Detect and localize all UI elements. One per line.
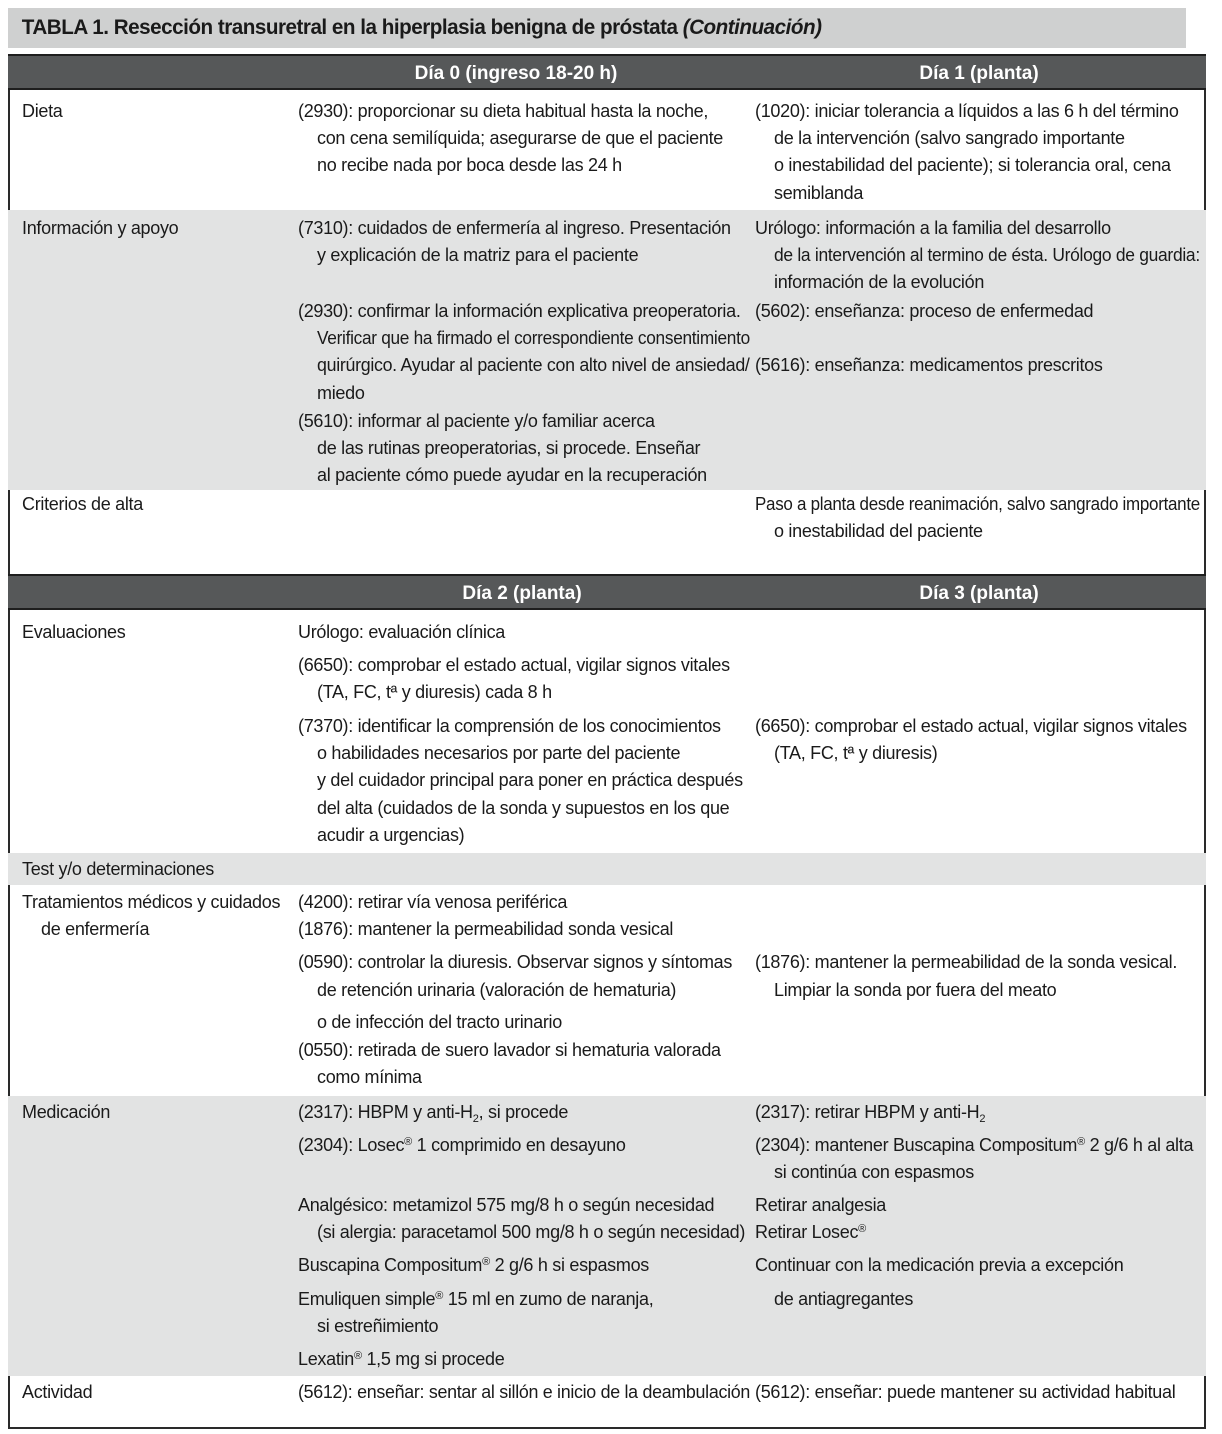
cell-line: no recibe nada por boca desde las 24 h — [317, 155, 622, 175]
cell-line: (5602): enseñanza: proceso de enfermedad — [755, 301, 1094, 321]
cell-line: Urólogo: información a la familia del desarrollo — [755, 218, 1111, 238]
cell-line — [298, 1286, 653, 1314]
text-part: Lexatin — [298, 1349, 354, 1369]
cell-line: de la intervención al termino de ésta. Urólogo de guardia: — [774, 245, 1200, 265]
cell-line: (5612): enseñar: puede mantener su actividad habitual — [755, 1382, 1176, 1402]
text-part: , si procede — [478, 1102, 569, 1122]
cell-line: acudir a urgencias) — [317, 825, 465, 845]
text-part: Buscapina Compositum — [298, 1255, 483, 1275]
cell-line: (1876): mantener la permeabilidad de la sonda vesical. — [755, 952, 1178, 972]
cell-line: (4200): retirar vía venosa periférica — [298, 892, 568, 912]
cell-line: Urólogo: evaluación clínica — [298, 622, 506, 642]
cell-line — [298, 1099, 568, 1127]
cell-line — [298, 1346, 504, 1374]
cell-line: Continuar con la medicación previa a excepción — [755, 1255, 1124, 1275]
cell-line — [755, 1219, 866, 1247]
cell-line: (5612): enseñar: sentar al sillón e inicio de la deambulación — [298, 1382, 750, 1402]
cell-line: semiblanda — [774, 183, 864, 203]
text-part: (2304): mantener Buscapina Compositum — [755, 1135, 1078, 1155]
cell-line: de las rutinas preoperatorias, si procede. Enseñar — [317, 438, 701, 458]
row-label: Información y apoyo — [22, 218, 179, 238]
registered-mark: ® — [482, 1256, 490, 1268]
row-label: Dieta — [22, 101, 63, 121]
table-title-main: TABLA 1. Resección transuretral en la hiperplasia benigna de próstata — [21, 16, 678, 39]
text-part: 2 g/6 h si espasmos — [489, 1255, 649, 1275]
cell-line: Limpiar la sonda por fuera del meato — [774, 980, 1057, 1000]
subscript: 2 — [472, 1113, 479, 1125]
cell-line: como mínima — [317, 1067, 422, 1087]
cell-line: (7310): cuidados de enfermería al ingreso. Presentación — [298, 218, 731, 238]
cell-line: Analgésico: metamizol 575 mg/8 h o según necesidad — [298, 1195, 715, 1215]
cell-line: miedo — [317, 383, 365, 403]
cell-line: (7370): identificar la comprensión de los conocimientos — [298, 716, 721, 736]
cell-line — [755, 1132, 1193, 1160]
table-title — [8, 8, 1186, 48]
cell-line: de la intervención (salvo sangrado importante — [774, 128, 1125, 148]
row-label: Tratamientos médicos y cuidados — [22, 892, 281, 912]
cell-line — [298, 1132, 626, 1160]
cell-line: (6650): comprobar el estado actual, vigilar signos vitales — [755, 716, 1187, 736]
cell-line: o inestabilidad del paciente — [774, 521, 983, 541]
cell-line: o habilidades necesarios por parte del paciente — [317, 743, 681, 763]
section-1-header-col1: Día 0 (ingreso 18-20 h) — [414, 63, 618, 84]
cell-line: al paciente cómo puede ayudar en la recuperación — [317, 465, 707, 485]
row-label: Criterios de alta — [22, 494, 143, 514]
text-part: 15 ml en zumo de naranja, — [443, 1289, 654, 1309]
cell-line: (TA, FC, tª y diuresis) — [774, 743, 938, 763]
subscript: 2 — [979, 1113, 986, 1125]
text-part: 1 comprimido en desayuno — [411, 1135, 626, 1155]
registered-mark: ® — [435, 1290, 444, 1302]
registered-mark: ® — [1077, 1136, 1085, 1148]
text-part: Retirar Losec — [755, 1222, 859, 1242]
cell-line: quirúrgico. Ayudar al paciente con alto nivel de ansiedad/ — [317, 355, 750, 375]
cell-line: Verificar que ha firmado el correspondiente consentimiento — [317, 328, 750, 348]
registered-mark: ® — [858, 1223, 866, 1235]
cell-line: si continúa con espasmos — [774, 1162, 974, 1182]
cell-line: (TA, FC, tª y diuresis) cada 8 h — [317, 682, 552, 702]
text-part: Emuliquen simple — [298, 1289, 436, 1309]
table-title-suffix: (Continuación) — [682, 16, 822, 39]
cell-line: (1876): mantener la permeabilidad sonda vesical — [298, 919, 674, 939]
cell-line: (6650): comprobar el estado actual, vigilar signos vitales — [298, 655, 730, 675]
row-label: Medicación — [22, 1102, 111, 1122]
cell-line: (si alergia: paracetamol 500 mg/8 h o según necesidad) — [317, 1222, 746, 1242]
text-part: (2317): retirar HBPM y anti-H — [755, 1102, 980, 1122]
row-label: de enfermería — [41, 919, 150, 939]
row-label: Actividad — [22, 1382, 93, 1402]
cell-line: (0590): controlar la diuresis. Observar signos y síntomas — [298, 952, 733, 972]
cell-line: o inestabilidad del paciente); si tolerancia oral, cena — [774, 155, 1171, 175]
text-part: 2 g/6 h al alta — [1084, 1135, 1194, 1155]
text-part: (2317): HBPM y anti-H — [298, 1102, 473, 1122]
section-2-header — [8, 574, 1206, 610]
section-1-header — [8, 54, 1206, 90]
cell-line: (0550): retirada de suero lavador si hematuria valorada — [298, 1040, 721, 1060]
cell-line: de antiagregantes — [774, 1289, 914, 1309]
cell-line: Retirar analgesia — [755, 1195, 886, 1215]
table-border-bottom — [8, 1427, 1206, 1429]
cell-line — [298, 1252, 649, 1280]
cell-line: de retención urinaria (valoración de hematuria) — [317, 980, 677, 1000]
cell-line: (1020): iniciar tolerancia a líquidos a las 6 h del término — [755, 101, 1179, 121]
cell-line: (5610): informar al paciente y/o familiar acerca — [298, 411, 655, 431]
cell-line: información de la evolución — [774, 272, 985, 292]
text-part: 1,5 mg si procede — [361, 1349, 505, 1369]
row-label: Test y/o determinaciones — [22, 859, 214, 879]
cell-line: si estreñimiento — [317, 1316, 439, 1336]
section-2-header-col1: Día 2 (planta) — [462, 583, 582, 604]
section-2-header-col2: Día 3 (planta) — [919, 583, 1039, 604]
cell-line: o de infección del tracto urinario — [317, 1012, 562, 1032]
cell-line: (2930): proporcionar su dieta habitual hasta la noche, — [298, 101, 709, 121]
cell-line: (5616): enseñanza: medicamentos prescritos — [755, 355, 1103, 375]
registered-mark: ® — [353, 1350, 362, 1362]
registered-mark: ® — [404, 1136, 412, 1148]
cell-line: Paso a planta desde reanimación, salvo sangrado importante — [755, 494, 1200, 514]
cell-line: del alta (cuidados de la sonda y supuestos en los que — [317, 798, 730, 818]
row-label: Evaluaciones — [22, 622, 126, 642]
cell-line: (2930): confirmar la información explicativa preoperatoria. — [298, 301, 741, 321]
text-part: (2304): Losec — [298, 1135, 405, 1155]
cell-line: con cena semilíquida; asegurarse de que el paciente — [317, 128, 723, 148]
cell-line: y explicación de la matriz para el paciente — [317, 245, 639, 265]
section-1-header-col2: Día 1 (planta) — [919, 63, 1039, 84]
cell-line — [755, 1099, 985, 1127]
cell-line: y del cuidador principal para poner en práctica después — [317, 770, 743, 790]
